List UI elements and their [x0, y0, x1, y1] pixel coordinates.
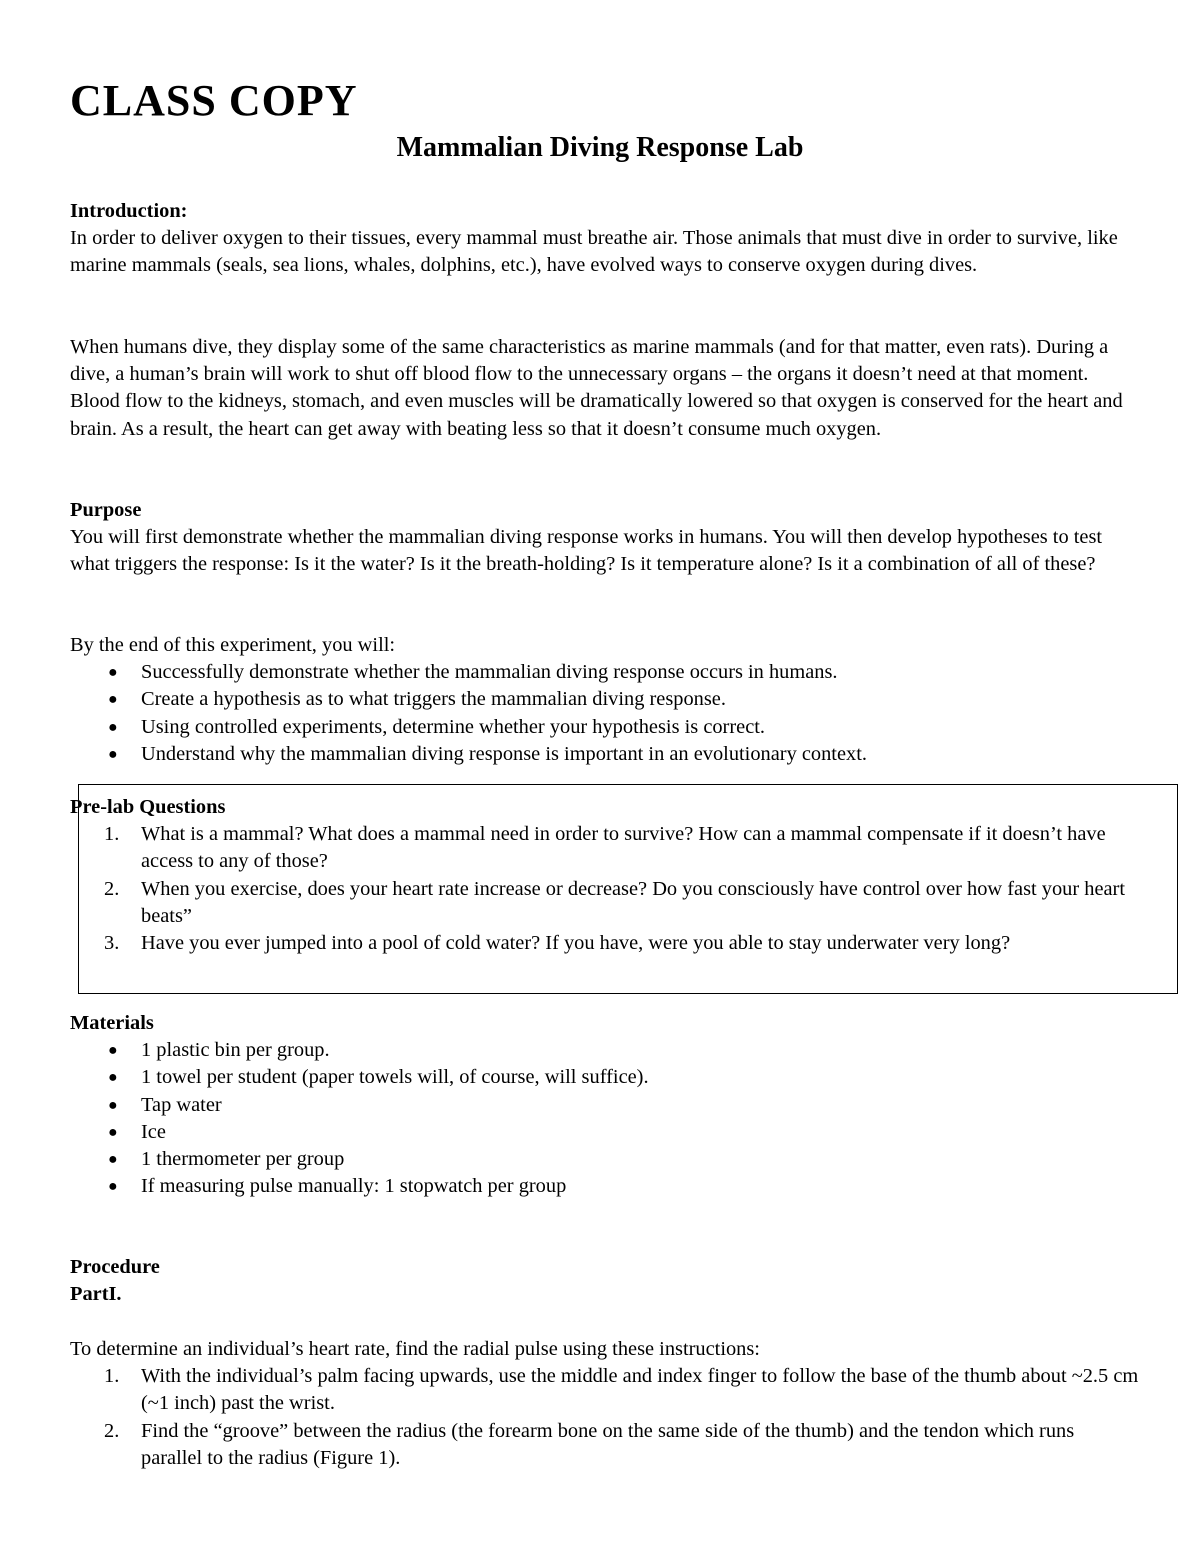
purpose-heading: Purpose	[70, 499, 142, 521]
list-item: ● Understand why the mammalian diving response is important in an evolutionary context.	[70, 741, 1140, 768]
procedure-section	[70, 1254, 1140, 1308]
list-item	[70, 821, 1140, 875]
list-item	[70, 1418, 1140, 1472]
list-number: 3.	[104, 932, 120, 955]
prelab-section	[70, 794, 1140, 957]
prelab-questions-list	[70, 821, 1140, 957]
question-text: When you exercise, does your heart rate increase or decrease? Do you consciously have control over how fast your heart beats”	[141, 877, 1126, 927]
step-text: Find the “groove” between the radius (the forearm bone on the same side of the thumb) and the tendon which runs parallel to the radius (Figure 1).	[141, 1419, 1075, 1469]
list-item: ● 1 towel per student (paper towels will, of course, will suffice).	[70, 1064, 1140, 1091]
list-item: ● Tap water	[70, 1092, 1140, 1119]
introduction-paragraph-2-block	[70, 334, 1140, 443]
prelab-heading: Pre-lab Questions	[70, 796, 226, 818]
question-text: What is a mammal? What does a mammal need in order to survive? How can a mammal compensate if it doesn’t have access to any of those?	[141, 823, 1106, 873]
page-title: Mammalian Diving Response Lab	[396, 132, 804, 163]
list-item: ● 1 plastic bin per group.	[70, 1037, 1140, 1064]
step-text: With the individual’s palm facing upwards, use the middle and index finger to follow the base of the thumb about ~2.5 cm (~1 inch) past the wrist.	[141, 1365, 1139, 1415]
question-text: Have you ever jumped into a pool of cold water? If you have, were you able to stay underwater very long?	[141, 932, 1011, 955]
procedure-heading: Procedure	[70, 1256, 160, 1278]
introduction-paragraph-2: When humans dive, they display some of the same characteristics as marine mammals (and for that matter, even rats). During a dive, a human’s brain will work to shut off blood flow to the unnecessary organs – the organs it doesn’t need at that moment. Blood flow to the kidneys, stomach, and even muscles will be dramatically lowered so that oxygen is conserved for the heart and brain. As a result, the heart can get away with beating less so that it doesn’t consume much oxygen.	[70, 336, 1123, 440]
procedure-part-label: PartI.	[70, 1283, 122, 1306]
list-number: 1.	[104, 823, 120, 846]
list-item: ● Successfully demonstrate whether the mammalian diving response occurs in humans.	[70, 659, 1140, 686]
list-item	[70, 876, 1140, 930]
introduction-section	[70, 198, 1140, 280]
procedure-intro: To determine an individual’s heart rate, find the radial pulse using these instructions:	[70, 1338, 760, 1360]
objectives-section	[70, 632, 1140, 768]
list-item: ● Using controlled experiments, determine whether your hypothesis is correct.	[70, 714, 1140, 741]
list-number: 2.	[104, 1419, 120, 1442]
materials-list	[70, 1037, 1140, 1200]
procedure-steps-block	[70, 1336, 1140, 1472]
objectives-list	[70, 659, 1140, 768]
purpose-paragraph: You will first demonstrate whether the mammalian diving response works in humans. You will then develop hypotheses to test what triggers the response: Is it the water? Is it the breath-holding? Is it temperature alone? Is it a combination of all of these?	[70, 526, 1103, 576]
purpose-section	[70, 497, 1140, 579]
list-item: ● Create a hypothesis as to what triggers the mammalian diving response.	[70, 686, 1140, 713]
materials-section	[70, 1010, 1140, 1200]
procedure-steps-list	[70, 1363, 1140, 1472]
materials-heading: Materials	[70, 1012, 154, 1034]
introduction-heading: Introduction:	[70, 200, 188, 222]
list-item	[70, 1363, 1140, 1417]
list-item: ● If measuring pulse manually: 1 stopwatch per group	[70, 1173, 1140, 1200]
list-item	[70, 930, 1140, 957]
list-number: 2.	[104, 877, 120, 900]
class-copy-label: CLASS COPY	[70, 76, 358, 125]
list-number: 1.	[104, 1365, 120, 1388]
introduction-paragraph-1: In order to deliver oxygen to their tissues, every mammal must breathe air. Those animals that must dive in order to survive, like marine mammals (seals, sea lions, whales, dolphins, etc.), have evolved ways to conserve oxygen during dives.	[70, 227, 1118, 277]
list-item: ● Ice	[70, 1119, 1140, 1146]
list-item: ● 1 thermometer per group	[70, 1146, 1140, 1173]
objectives-intro: By the end of this experiment, you will:	[70, 634, 396, 656]
